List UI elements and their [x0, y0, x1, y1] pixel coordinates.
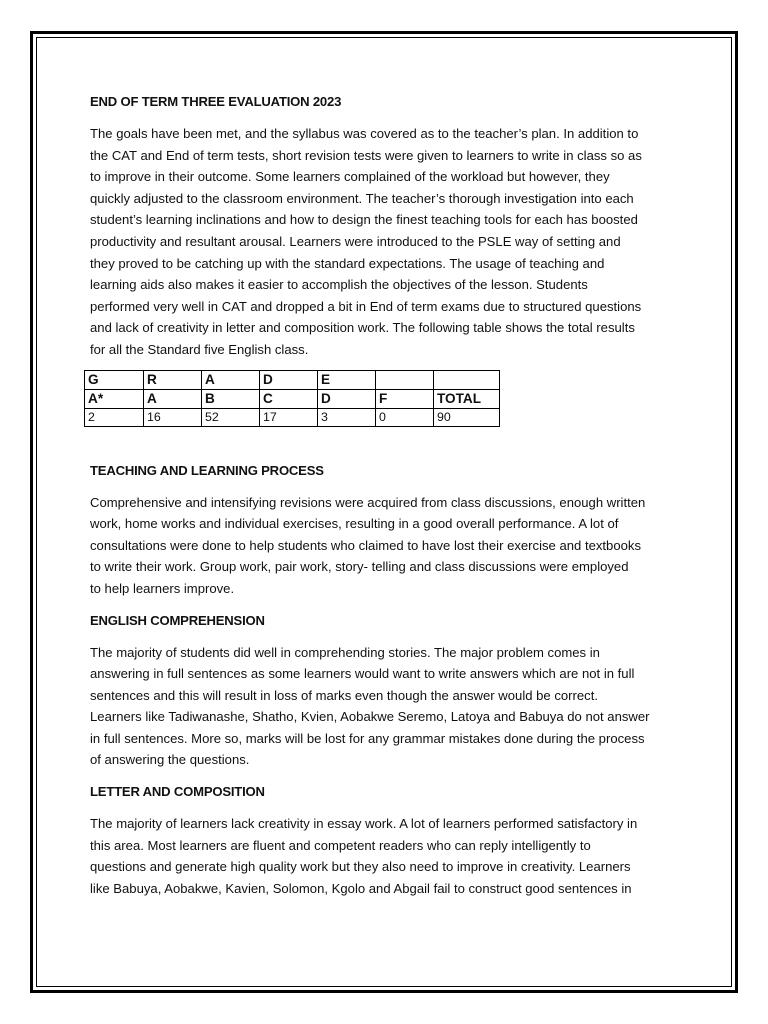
- table-cell: A: [202, 370, 260, 389]
- table-cell: 2: [85, 408, 144, 426]
- section-paragraph-comprehension: The majority of students did well in comprehending stories. The major problem comes in answering in full sentences as some learners would want to write answers which are not in full sentences and this will result in loss of marks even though the answer would be correct. Learners like Tadiwanashe, Shatho, Kvien, Aobakwe Seremo, Latoya and Babuya do not answer in full sentences. More so, marks will be lost for any grammar mistakes done during the process of answering the questions.: [90, 644, 650, 768]
- table-cell: C: [260, 389, 318, 408]
- table-cell: D: [260, 370, 318, 389]
- document-title: END OF TERM THREE EVALUATION 2023: [90, 94, 342, 109]
- table-cell: A*: [85, 389, 144, 408]
- table-cell: [376, 370, 434, 389]
- table-cell: E: [318, 370, 376, 389]
- section-heading-comprehension: ENGLISH COMPREHENSION: [90, 612, 265, 628]
- table-cell: 90: [434, 408, 500, 426]
- section-heading-teaching: TEACHING AND LEARNING PROCESS: [90, 462, 324, 478]
- table-cell: 16: [144, 408, 202, 426]
- table-cell: A: [144, 389, 202, 408]
- document-body: [90, 92, 686, 899]
- table-cell: 3: [318, 408, 376, 426]
- table-row: [85, 389, 500, 408]
- table-row: [85, 408, 500, 426]
- intro-paragraph: The goals have been met, and the syllabus was covered as to the teacher’s plan. In addition to the CAT and End of term tests, short revision tests were given to learners to write in class so as to improve in their outcome. Some learners complained of the workload but however, they quickly adjusted to the classroom environment. The teacher’s thorough investigation into each student’s learning inclinations and how to design the finest teaching tools for each has boosted productivity and resultant arousal. Learners were introduced to the PSLE way of setting and they proved to be catching up with the standard expectations. The usage of teaching and learning aids also makes it easier to accomplish the objectives of the lesson. Students performed very well in CAT and dropped a bit in End of term exams due to structured questions and lack of creativity in letter and composition work. The following table shows the total results for all the Standard five English class.: [90, 126, 642, 357]
- results-table: [84, 370, 500, 427]
- table-cell: TOTAL: [434, 389, 500, 408]
- section-paragraph-composition: The majority of learners lack creativity in essay work. A lot of learners performed satisfactory in this area. Most learners are fluent and competent readers who can reply intelligently to questions and generate high quality work but they also need to improve in creativity. Learners like Babuya, Aobakwe, Kavien, Solomon, Kgolo and Abgail fail to construct good sentences in: [90, 816, 638, 896]
- table-cell: 0: [376, 408, 434, 426]
- table-cell: 17: [260, 408, 318, 426]
- table-cell: R: [144, 370, 202, 389]
- section-heading-composition: LETTER AND COMPOSITION: [90, 784, 265, 800]
- table-cell: D: [318, 389, 376, 408]
- table-cell: 52: [202, 408, 260, 426]
- table-cell: F: [376, 389, 434, 408]
- table-cell: G: [85, 370, 144, 389]
- section-paragraph-teaching: Comprehensive and intensifying revisions were acquired from class discussions, enough written work, home works and individual exercises, resulting in a good overall performance. A lot of consultations were done to help students who claimed to have lost their exercise and textbooks to write their work. Group work, pair work, story- telling and class discussions were employed to help learners improve.: [90, 494, 646, 596]
- table-cell: [434, 370, 500, 389]
- table-row: [85, 370, 500, 389]
- table-cell: B: [202, 389, 260, 408]
